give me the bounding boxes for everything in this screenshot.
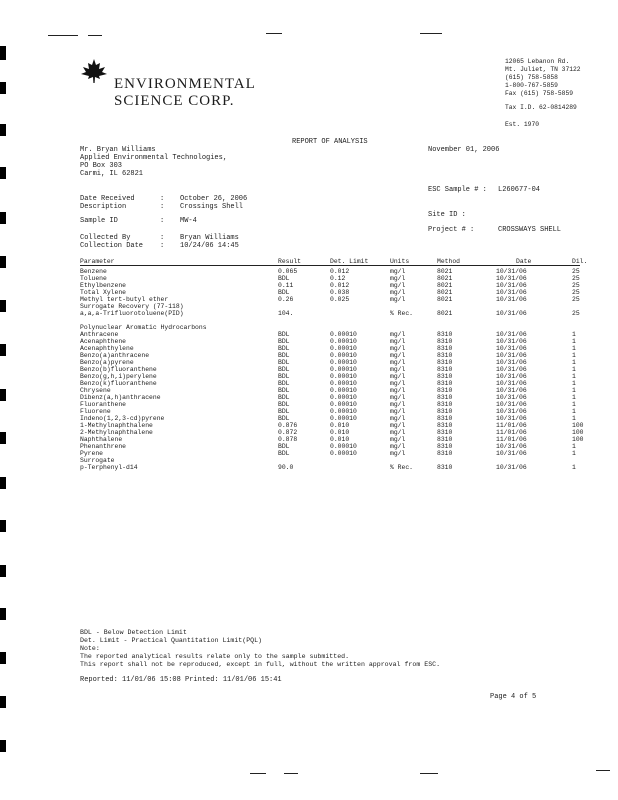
cell-method: 8310 [437,359,453,366]
cell-dil: 25 [572,268,580,275]
scan-artifact [48,35,78,36]
cell-units: mg/l [390,275,406,282]
cell-method: 8021 [437,275,453,282]
scan-mark [0,256,6,268]
cell-det-limit: 0.010 [330,422,350,429]
cell-units: mg/l [390,436,406,443]
scan-mark [0,82,6,94]
field-label: Sample ID [80,217,118,225]
cell-units: mg/l [390,408,406,415]
cell-dil: 1 [572,359,576,366]
table-row [80,317,580,324]
field-label: Collected By [80,234,131,242]
field-colon: : [160,195,165,203]
cell-result: BDL [278,359,290,366]
cell-det-limit: 0.00010 [330,408,357,415]
cell-method: 8021 [437,282,453,289]
note-line: BDL - Below Detection Limit [80,629,187,636]
note-line: This report shall not be reproduced, except in full, without the written approval from ESC. [80,661,441,668]
cell-method: 8310 [437,415,453,422]
cell-det-limit: 0.00010 [330,338,357,345]
cell-result: 0.872 [278,429,298,436]
scan-artifact [250,773,266,774]
cell-dil: 1 [572,352,576,359]
cell-det-limit: 0.00010 [330,380,357,387]
cell-date: 10/31/06 [496,282,527,289]
address-line: (615) 758-5858 [505,74,558,81]
scan-mark [0,300,6,312]
esc-sample-value: L260677-04 [498,186,541,194]
scan-mark [0,344,6,356]
cell-units: mg/l [390,296,406,303]
cell-units: mg/l [390,380,406,387]
cell-dil: 1 [572,373,576,380]
cell-parameter: Dibenz(a,h)anthracene [80,394,161,401]
table-row [80,289,580,296]
cell-method: 8310 [437,464,453,471]
cell-method: 8310 [437,380,453,387]
cell-units: % Rec. [390,310,414,317]
cell-units: mg/l [390,422,406,429]
col-result: Result [278,258,302,265]
cell-units: mg/l [390,338,406,345]
reported-printed: Reported: 11/01/06 15:08 Printed: 11/01/06 15:41 [80,676,282,684]
cell-units: mg/l [390,345,406,352]
cell-parameter: Acenaphthylene [80,345,134,352]
cell-method: 8310 [437,345,453,352]
scan-mark [0,389,6,401]
scan-mark [0,46,6,60]
cell-dil: 1 [572,450,576,457]
cell-units: mg/l [390,429,406,436]
scan-mark [0,212,6,224]
table-row [80,324,580,331]
cell-result: BDL [278,289,290,296]
date-received-value: October 26, 2006 [180,195,248,203]
table-row [80,387,580,394]
cell-date: 10/31/06 [496,310,527,317]
cell-method: 8310 [437,373,453,380]
cell-method: 8310 [437,331,453,338]
cell-date: 11/01/06 [496,429,527,436]
project-label: Project # : [428,226,475,234]
cell-method: 8310 [437,450,453,457]
address-line: 12065 Lebanon Rd. [505,58,570,65]
field-colon: : [160,242,165,250]
cell-result: 104. [278,310,294,317]
cell-det-limit: 0.038 [330,289,350,296]
cell-det-limit: 0.00010 [330,366,357,373]
cell-parameter: Benzo(a)pyrene [80,359,134,366]
cell-method: 8310 [437,436,453,443]
cell-parameter: Chrysene [80,387,111,394]
table-row [80,352,580,359]
table-row [80,408,580,415]
field-colon: : [160,234,165,242]
company-name-line2: SCIENCE CORP. [114,93,235,109]
cell-dil: 1 [572,338,576,345]
cell-method: 8310 [437,394,453,401]
cell-date: 10/31/06 [496,345,527,352]
cell-date: 10/31/06 [496,464,527,471]
cell-parameter: Benzo(k)fluoranthene [80,380,157,387]
tax-id: Tax I.D. 62-0814289 [505,104,577,111]
cell-parameter: Methyl tert-butyl ether [80,296,169,303]
recipient-line: Mr. Bryan Williams [80,146,156,154]
cell-parameter: Fluorene [80,408,111,415]
cell-units: mg/l [390,373,406,380]
cell-parameter: Fluoranthene [80,401,127,408]
cell-date: 10/31/06 [496,331,527,338]
cell-units: mg/l [390,282,406,289]
cell-parameter: Benzene [80,268,107,275]
table-row [80,338,580,345]
scan-mark [0,477,6,489]
cell-method: 8021 [437,289,453,296]
company-address [505,58,581,98]
cell-result: BDL [278,366,290,373]
cell-date: 10/31/06 [496,296,527,303]
note-line: Note: [80,645,100,652]
cell-result: BDL [278,450,290,457]
footer-notes [80,629,440,669]
col-parameter: Parameter [80,258,115,265]
cell-parameter: Indeno(1,2,3-cd)pyrene [80,415,165,422]
cell-date: 11/01/06 [496,422,527,429]
cell-result: BDL [278,373,290,380]
cell-parameter: 1-Methylnaphthalene [80,422,153,429]
table-row [80,331,580,338]
cell-units: mg/l [390,268,406,275]
cell-units: % Rec. [390,464,414,471]
cell-dil: 100 [572,429,584,436]
maple-leaf-icon [80,58,108,84]
recipient-line: Applied Environmental Technologies, [80,154,228,162]
cell-result: BDL [278,387,290,394]
table-row [80,436,584,443]
cell-parameter: Phenanthrene [80,443,127,450]
cell-dil: 1 [572,394,576,401]
cell-parameter: Pyrene [80,450,104,457]
table-row [80,464,580,471]
table-header [80,258,588,266]
recipient-line: PO Box 303 [80,162,123,170]
cell-det-limit: 0.025 [330,296,350,303]
cell-result: 0.876 [278,422,298,429]
cell-parameter: Polynuclear Aromatic Hydrocarbons [80,324,207,331]
table-row [80,282,580,289]
scan-artifact [420,33,442,34]
cell-date: 10/31/06 [496,387,527,394]
cell-method: 8310 [437,352,453,359]
cell-dil: 25 [572,282,580,289]
cell-date: 10/31/06 [496,352,527,359]
cell-dil: 25 [572,310,580,317]
cell-parameter: 2-Methylnaphthalene [80,429,153,436]
results-table [80,258,588,471]
cell-dil: 25 [572,289,580,296]
scan-mark [0,124,6,136]
cell-units: mg/l [390,366,406,373]
cell-dil: 1 [572,415,576,422]
cell-result: BDL [278,415,290,422]
table-row [80,275,580,282]
cell-dil: 100 [572,422,584,429]
cell-method: 8021 [437,296,453,303]
cell-det-limit: 0.010 [330,436,350,443]
table-row [80,310,580,317]
cell-result: 0.11 [278,282,294,289]
cell-parameter: Benzo(b)fluoranthene [80,366,157,373]
cell-method: 8310 [437,338,453,345]
field-label: Date Received [80,195,135,203]
cell-parameter: Naphthalene [80,436,123,443]
cell-date: 11/01/06 [496,436,527,443]
scan-mark [0,167,6,179]
cell-date: 10/31/06 [496,338,527,345]
description-value: Crossings Shell [180,203,244,211]
cell-method: 8310 [437,422,453,429]
collected-by-value: Bryan Williams [180,234,239,242]
table-row [80,380,580,387]
col-units: Units [390,258,410,265]
report-title: REPORT OF ANALYSIS [292,138,368,146]
col-date: Date [516,258,532,265]
col-method: Method [437,258,461,265]
cell-det-limit: 0.00010 [330,387,357,394]
cell-det-limit: 0.12 [330,275,346,282]
table-row [80,422,584,429]
cell-result: BDL [278,443,290,450]
cell-dil: 25 [572,296,580,303]
cell-det-limit: 0.012 [330,268,350,275]
cell-date: 10/31/06 [496,289,527,296]
cell-dil: 1 [572,408,576,415]
table-row [80,345,580,352]
cell-method: 8310 [437,387,453,394]
cell-dil: 1 [572,380,576,387]
field-colon: : [160,217,165,225]
col-dil: Dil. [572,258,588,265]
cell-result: 0.065 [278,268,298,275]
cell-parameter: a,a,a-Trifluorotoluene(PID) [80,310,184,317]
cell-method: 8310 [437,366,453,373]
cell-det-limit: 0.00010 [330,345,357,352]
table-row [80,429,584,436]
project-value: CROSSWAYS SHELL [498,226,562,234]
table-row [80,443,580,450]
cell-det-limit: 0.00010 [330,373,357,380]
cell-units: mg/l [390,450,406,457]
note-line: Det. Limit - Practical Quantitation Limit(PQL) [80,637,263,644]
col-det-limit: Det. Limit [330,258,369,265]
cell-parameter: Acenaphthene [80,338,127,345]
cell-date: 10/31/06 [496,359,527,366]
scan-artifact [596,770,610,771]
cell-result: BDL [278,275,290,282]
scan-artifact [88,35,102,36]
cell-date: 10/31/06 [496,275,527,282]
cell-result: BDL [278,331,290,338]
cell-date: 10/31/06 [496,408,527,415]
cell-parameter: Surrogate [80,457,115,464]
table-row [80,401,580,408]
cell-det-limit: 0.012 [330,282,350,289]
cell-date: 10/31/06 [496,450,527,457]
cell-date: 10/31/06 [496,394,527,401]
cell-det-limit: 0.00010 [330,352,357,359]
cell-method: 8021 [437,310,453,317]
site-id-label: Site ID : [428,211,466,219]
cell-method: 8310 [437,429,453,436]
cell-result: 90.0 [278,464,294,471]
scan-artifact [284,773,298,774]
cell-dil: 1 [572,464,576,471]
cell-det-limit: 0.00010 [330,450,357,457]
table-row [80,296,580,303]
scan-artifact [266,33,282,34]
cell-parameter: Anthracene [80,331,119,338]
cell-date: 10/31/06 [496,366,527,373]
scan-mark [0,565,6,577]
cell-result: BDL [278,380,290,387]
cell-parameter: Surrogate Recovery (77-118) [80,303,184,310]
esc-sample-label: ESC Sample # : [428,186,487,194]
cell-det-limit: 0.010 [330,429,350,436]
cell-method: 8310 [437,401,453,408]
scan-mark [0,608,6,620]
cell-result: BDL [278,338,290,345]
cell-parameter: p-Terphenyl-d14 [80,464,138,471]
cell-result: 0.26 [278,296,294,303]
cell-units: mg/l [390,401,406,408]
cell-parameter: Ethylbenzene [80,282,127,289]
cell-det-limit: 0.00010 [330,443,357,450]
cell-parameter: Toluene [80,275,107,282]
field-label: Collection Date [80,242,144,250]
cell-units: mg/l [390,443,406,450]
cell-dil: 25 [572,275,580,282]
report-date: November 01, 2006 [428,146,500,154]
cell-det-limit: 0.00010 [330,415,357,422]
address-line: Mt. Juliet, TN 37122 [505,66,581,73]
company-name-line1: ENVIRONMENTAL [114,76,256,92]
cell-date: 10/31/06 [496,401,527,408]
cell-det-limit: 0.00010 [330,331,357,338]
cell-result: BDL [278,408,290,415]
cell-method: 8310 [437,408,453,415]
recipient-line: Carmi, IL 62821 [80,170,144,178]
scan-mark [0,520,6,532]
collection-date-value: 10/24/06 14:45 [180,242,239,250]
cell-result: BDL [278,394,290,401]
cell-units: mg/l [390,352,406,359]
cell-method: 8021 [437,268,453,275]
table-row [80,359,580,366]
note-line: The reported analytical results relate only to the sample submitted. [80,653,350,660]
table-body [80,268,584,471]
cell-det-limit: 0.00010 [330,359,357,366]
scan-mark [0,740,6,752]
table-row [80,394,580,401]
cell-result: 0.878 [278,436,298,443]
cell-units: mg/l [390,387,406,394]
cell-units: mg/l [390,415,406,422]
address-line: 1-800-767-5859 [505,82,558,89]
scan-mark [0,432,6,444]
cell-units: mg/l [390,394,406,401]
address-line: Fax (615) 758-5859 [505,90,574,97]
cell-dil: 1 [572,387,576,394]
recipient-address [80,146,227,178]
table-row [80,415,580,422]
cell-date: 10/31/06 [496,415,527,422]
cell-det-limit: 0.00010 [330,394,357,401]
established: Est. 1970 [505,121,540,128]
cell-parameter: Benzo(a)anthracene [80,352,150,359]
cell-result: BDL [278,401,290,408]
scan-artifact [420,773,438,774]
scan-mark [0,696,6,708]
field-colon: : [160,203,165,211]
cell-result: BDL [278,352,290,359]
table-row [80,303,580,310]
cell-dil: 100 [572,436,584,443]
cell-date: 10/31/06 [496,373,527,380]
cell-date: 10/31/06 [496,443,527,450]
cell-result: BDL [278,345,290,352]
table-row [80,366,580,373]
sample-id-value: MW-4 [180,217,197,225]
cell-dil: 1 [572,366,576,373]
cell-units: mg/l [390,289,406,296]
cell-parameter: Benzo(g,h,i)perylene [80,373,157,380]
cell-dil: 1 [572,443,576,450]
table-row [80,457,580,464]
cell-det-limit: 0.00010 [330,401,357,408]
field-label: Description [80,203,127,211]
cell-units: mg/l [390,331,406,338]
table-row [80,373,580,380]
page-number: Page 4 of 5 [490,693,537,701]
table-row [80,268,580,275]
scan-mark [0,652,6,664]
cell-dil: 1 [572,401,576,408]
table-row [80,450,580,457]
cell-date: 10/31/06 [496,268,527,275]
cell-parameter: Total Xylene [80,289,127,296]
cell-dil: 1 [572,345,576,352]
cell-units: mg/l [390,359,406,366]
cell-dil: 1 [572,331,576,338]
cell-method: 8310 [437,443,453,450]
cell-date: 10/31/06 [496,380,527,387]
